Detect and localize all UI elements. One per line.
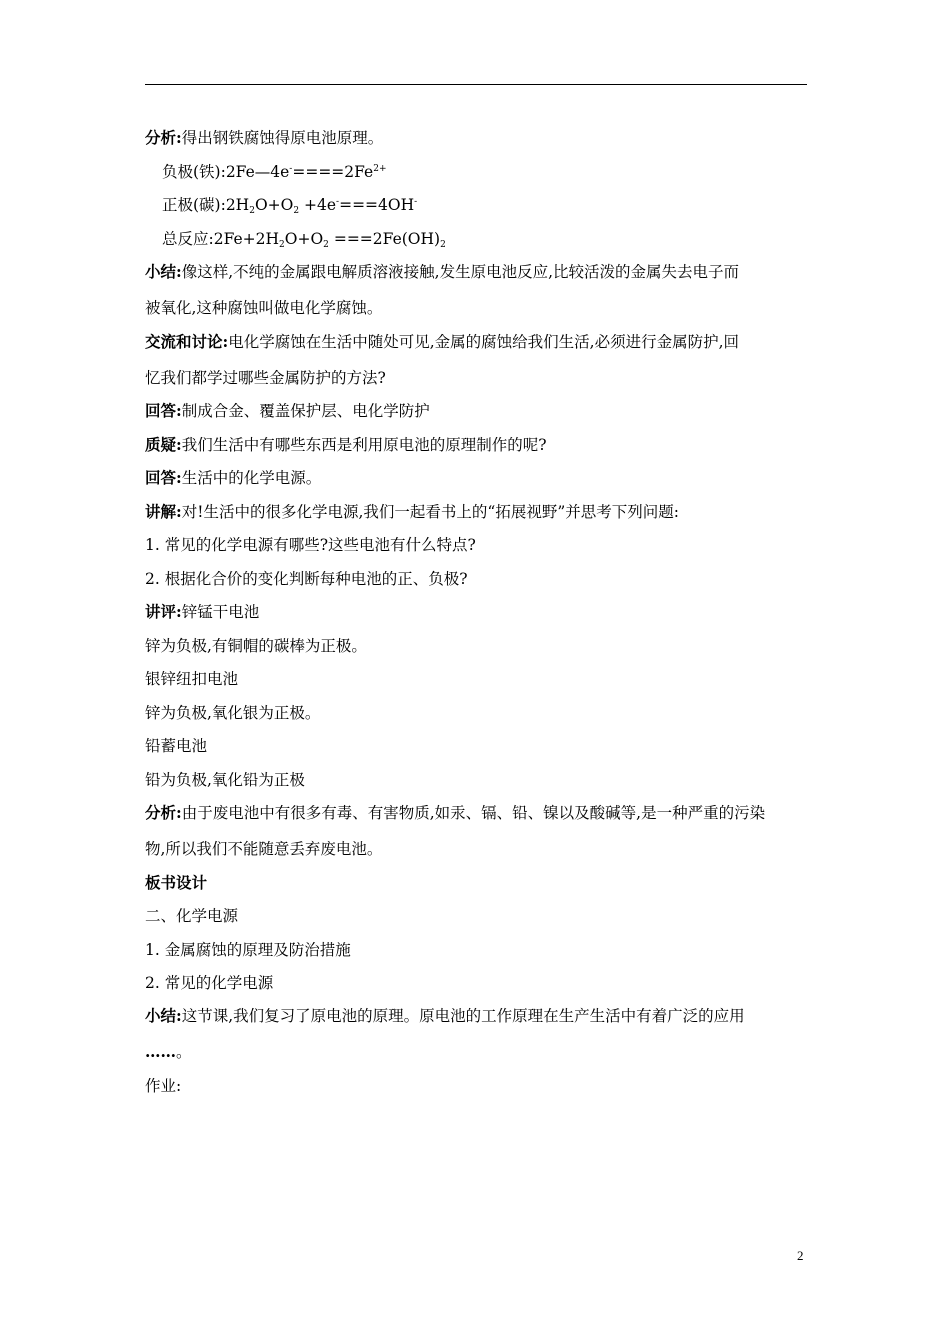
question-item-1: 1. 常见的化学电源有哪些?这些电池有什么特点? — [145, 536, 476, 554]
overall-reaction-equation: 总反应$:2Fe+2H_2O+O_2 ===2Fe(OH)_2$ — [162, 230, 446, 250]
discussion-line-1: 交流和讨论:电化学腐蚀在生活中随处可见,金属的腐蚀给我们生活,必须进行金属防护,回 — [145, 332, 740, 351]
positive-electrode-equation: 正极(碳)$:2H_2O+O_2 +4e^-===4OH^-$ — [162, 196, 418, 216]
board-item-title: 二、化学电源 — [145, 907, 239, 925]
board-item-1: 1. 金属腐蚀的原理及防治措施 — [145, 941, 351, 959]
battery-name-3: 铅蓄电池 — [145, 737, 208, 755]
answer-1-line: 回答:制成合金、覆盖保护层、电化学防护 — [145, 401, 430, 420]
battery-note-3: 铅为负极,氧化铅为正极 — [145, 771, 305, 789]
answer-2-line: 回答:生活中的化学电源。 — [145, 468, 322, 487]
battery-note-1: 锌为负极,有铜帽的碳棒为正极。 — [145, 637, 367, 655]
page-number: 2 — [797, 1248, 804, 1263]
analysis-2-line-1: 分析:由于废电池中有很多有毒、有害物质,如汞、镉、铅、镍以及酸碱等,是一种严重的污染 — [145, 803, 766, 822]
question-line: 质疑:我们生活中有哪些东西是利用原电池的原理制作的呢? — [145, 435, 547, 454]
summary-2-line-1: 小结:这节课,我们复习了原电池的原理。原电池的工作原理在生产生活中有着广泛的应用 — [145, 1006, 745, 1025]
explanation-line: 讲解:对!生活中的很多化学电源,我们一起看书上的“拓展视野”并思考下列问题: — [145, 502, 679, 521]
battery-name-2: 银锌纽扣电池 — [145, 670, 239, 688]
negative-electrode-equation: 负极(铁)$:2Fe—4e^-====2Fe^{2+}$ — [162, 163, 387, 181]
summary-1-line-1: 小结:像这样,不纯的金属跟电解质溶液接触,发生原电池反应,比较活泼的金属失去电子而 — [145, 262, 740, 281]
header-rule — [145, 84, 807, 85]
summary-1-line-2: 被氧化,这种腐蚀叫做电化学腐蚀。 — [145, 299, 383, 317]
discussion-line-2: 忆我们都学过哪些金属防护的方法? — [145, 369, 386, 387]
question-item-2: 2. 根据化合价的变化判断每种电池的正、负极? — [145, 570, 468, 588]
board-item-2: 2. 常见的化学电源 — [145, 974, 274, 992]
board-design-heading: 板书设计 — [145, 873, 208, 892]
analysis-2-line-2: 物,所以我们不能随意丢弃废电池。 — [145, 840, 383, 858]
review-line: 讲评:锌锰干电池 — [145, 602, 260, 621]
battery-note-2: 锌为负极,氧化银为正极。 — [145, 704, 321, 722]
analysis-line-1: 分析:得出钢铁腐蚀得原电池原理。 — [145, 128, 384, 147]
summary-2-line-2: ……。 — [145, 1042, 192, 1061]
homework-line: 作业: — [145, 1077, 182, 1095]
